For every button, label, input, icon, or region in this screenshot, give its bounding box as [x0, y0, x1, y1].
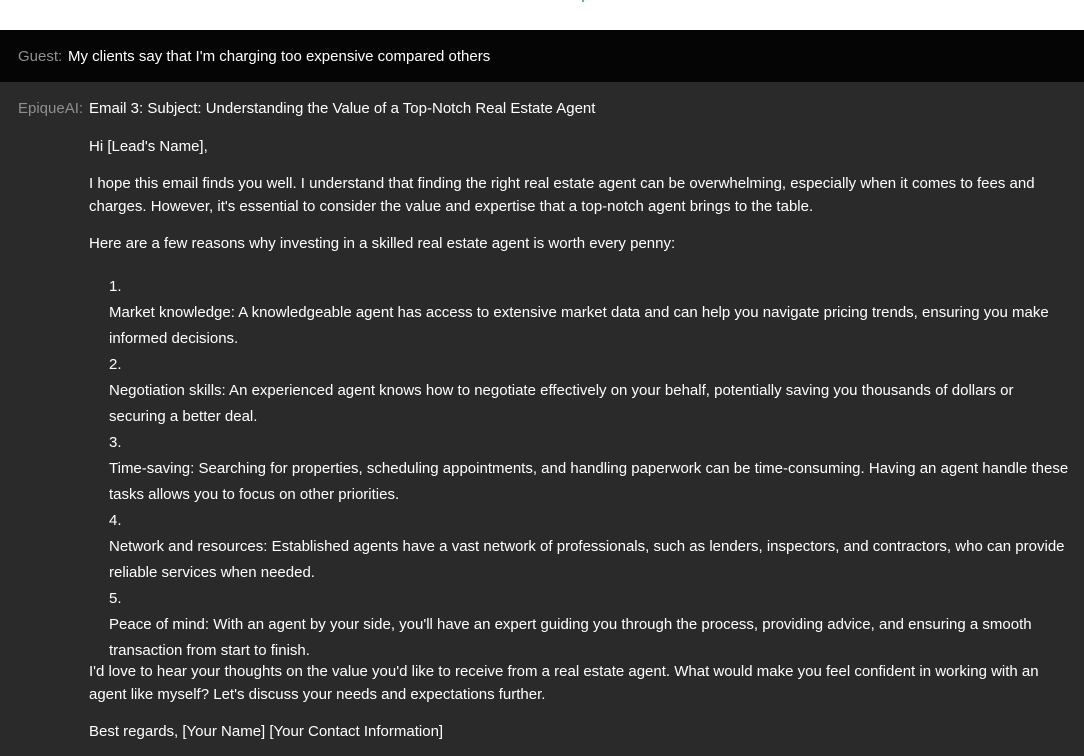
guest-label: Guest:	[18, 48, 63, 65]
ai-label: EpiqueAI:	[18, 100, 84, 117]
list-item	[109, 586, 1069, 664]
guest-message-row	[0, 30, 1084, 82]
list-text: Time-saving: Searching for properties, scheduling appointments, and handling paperwork can be time-consuming. Having an agent handle these tasks allows you to focus on other priorities.	[109, 460, 1069, 503]
list-number: 2.	[109, 356, 122, 373]
list-item	[109, 430, 1069, 508]
list-item	[109, 274, 1069, 352]
email-signoff: Best regards, [Your Name] [Your Contact Information]	[89, 723, 444, 740]
guest-message: My clients say that I'm charging too expensive compared others	[68, 48, 491, 65]
list-text: Negotiation skills: An experienced agent knows how to negotiate effectively on your behalf, potentially saving you thousands of dollars or securing a better deal.	[109, 382, 1014, 425]
reasons-list	[109, 274, 1069, 664]
list-number: 5.	[109, 590, 122, 607]
list-item	[109, 508, 1069, 586]
email-greeting: Hi [Lead's Name],	[89, 138, 208, 155]
email-closing: I'd love to hear your thoughts on the value you'd like to receive from a real estate agent. What would make you feel confident in working with an agent like myself? Let's discuss your needs and expectations further.	[89, 663, 1039, 703]
list-text: Market knowledge: A knowledgeable agent has access to extensive market data and can help you navigate pricing trends, ensuring you make informed decisions.	[109, 304, 1049, 347]
email-lead-in: Here are a few reasons why investing in a skilled real estate agent is worth every penny:	[89, 235, 676, 252]
top-strip	[0, 0, 1084, 30]
ai-message-row	[0, 82, 1084, 756]
email-intro: I hope this email finds you well. I understand that finding the right real estate agent can be overwhelming, especially when it comes to fees and charges. However, it's essential to consider the value and expertise that a top-notch agent brings to the table.	[89, 175, 1035, 215]
email-subject: Email 3: Subject: Understanding the Value of a Top-Notch Real Estate Agent	[89, 100, 596, 117]
list-text: Peace of mind: With an agent by your side, you'll have an expert guiding you through the process, providing advice, and ensuring a smooth transaction from start to finish.	[109, 616, 1032, 659]
list-number: 3.	[109, 434, 122, 451]
list-number: 4.	[109, 512, 122, 529]
list-item	[109, 352, 1069, 430]
list-text: Network and resources: Established agents have a vast network of professionals, such as lenders, inspectors, and contractors, who can provide reliable services when needed.	[109, 538, 1065, 581]
status-dot	[582, 0, 584, 2]
list-number: 1.	[109, 278, 122, 295]
